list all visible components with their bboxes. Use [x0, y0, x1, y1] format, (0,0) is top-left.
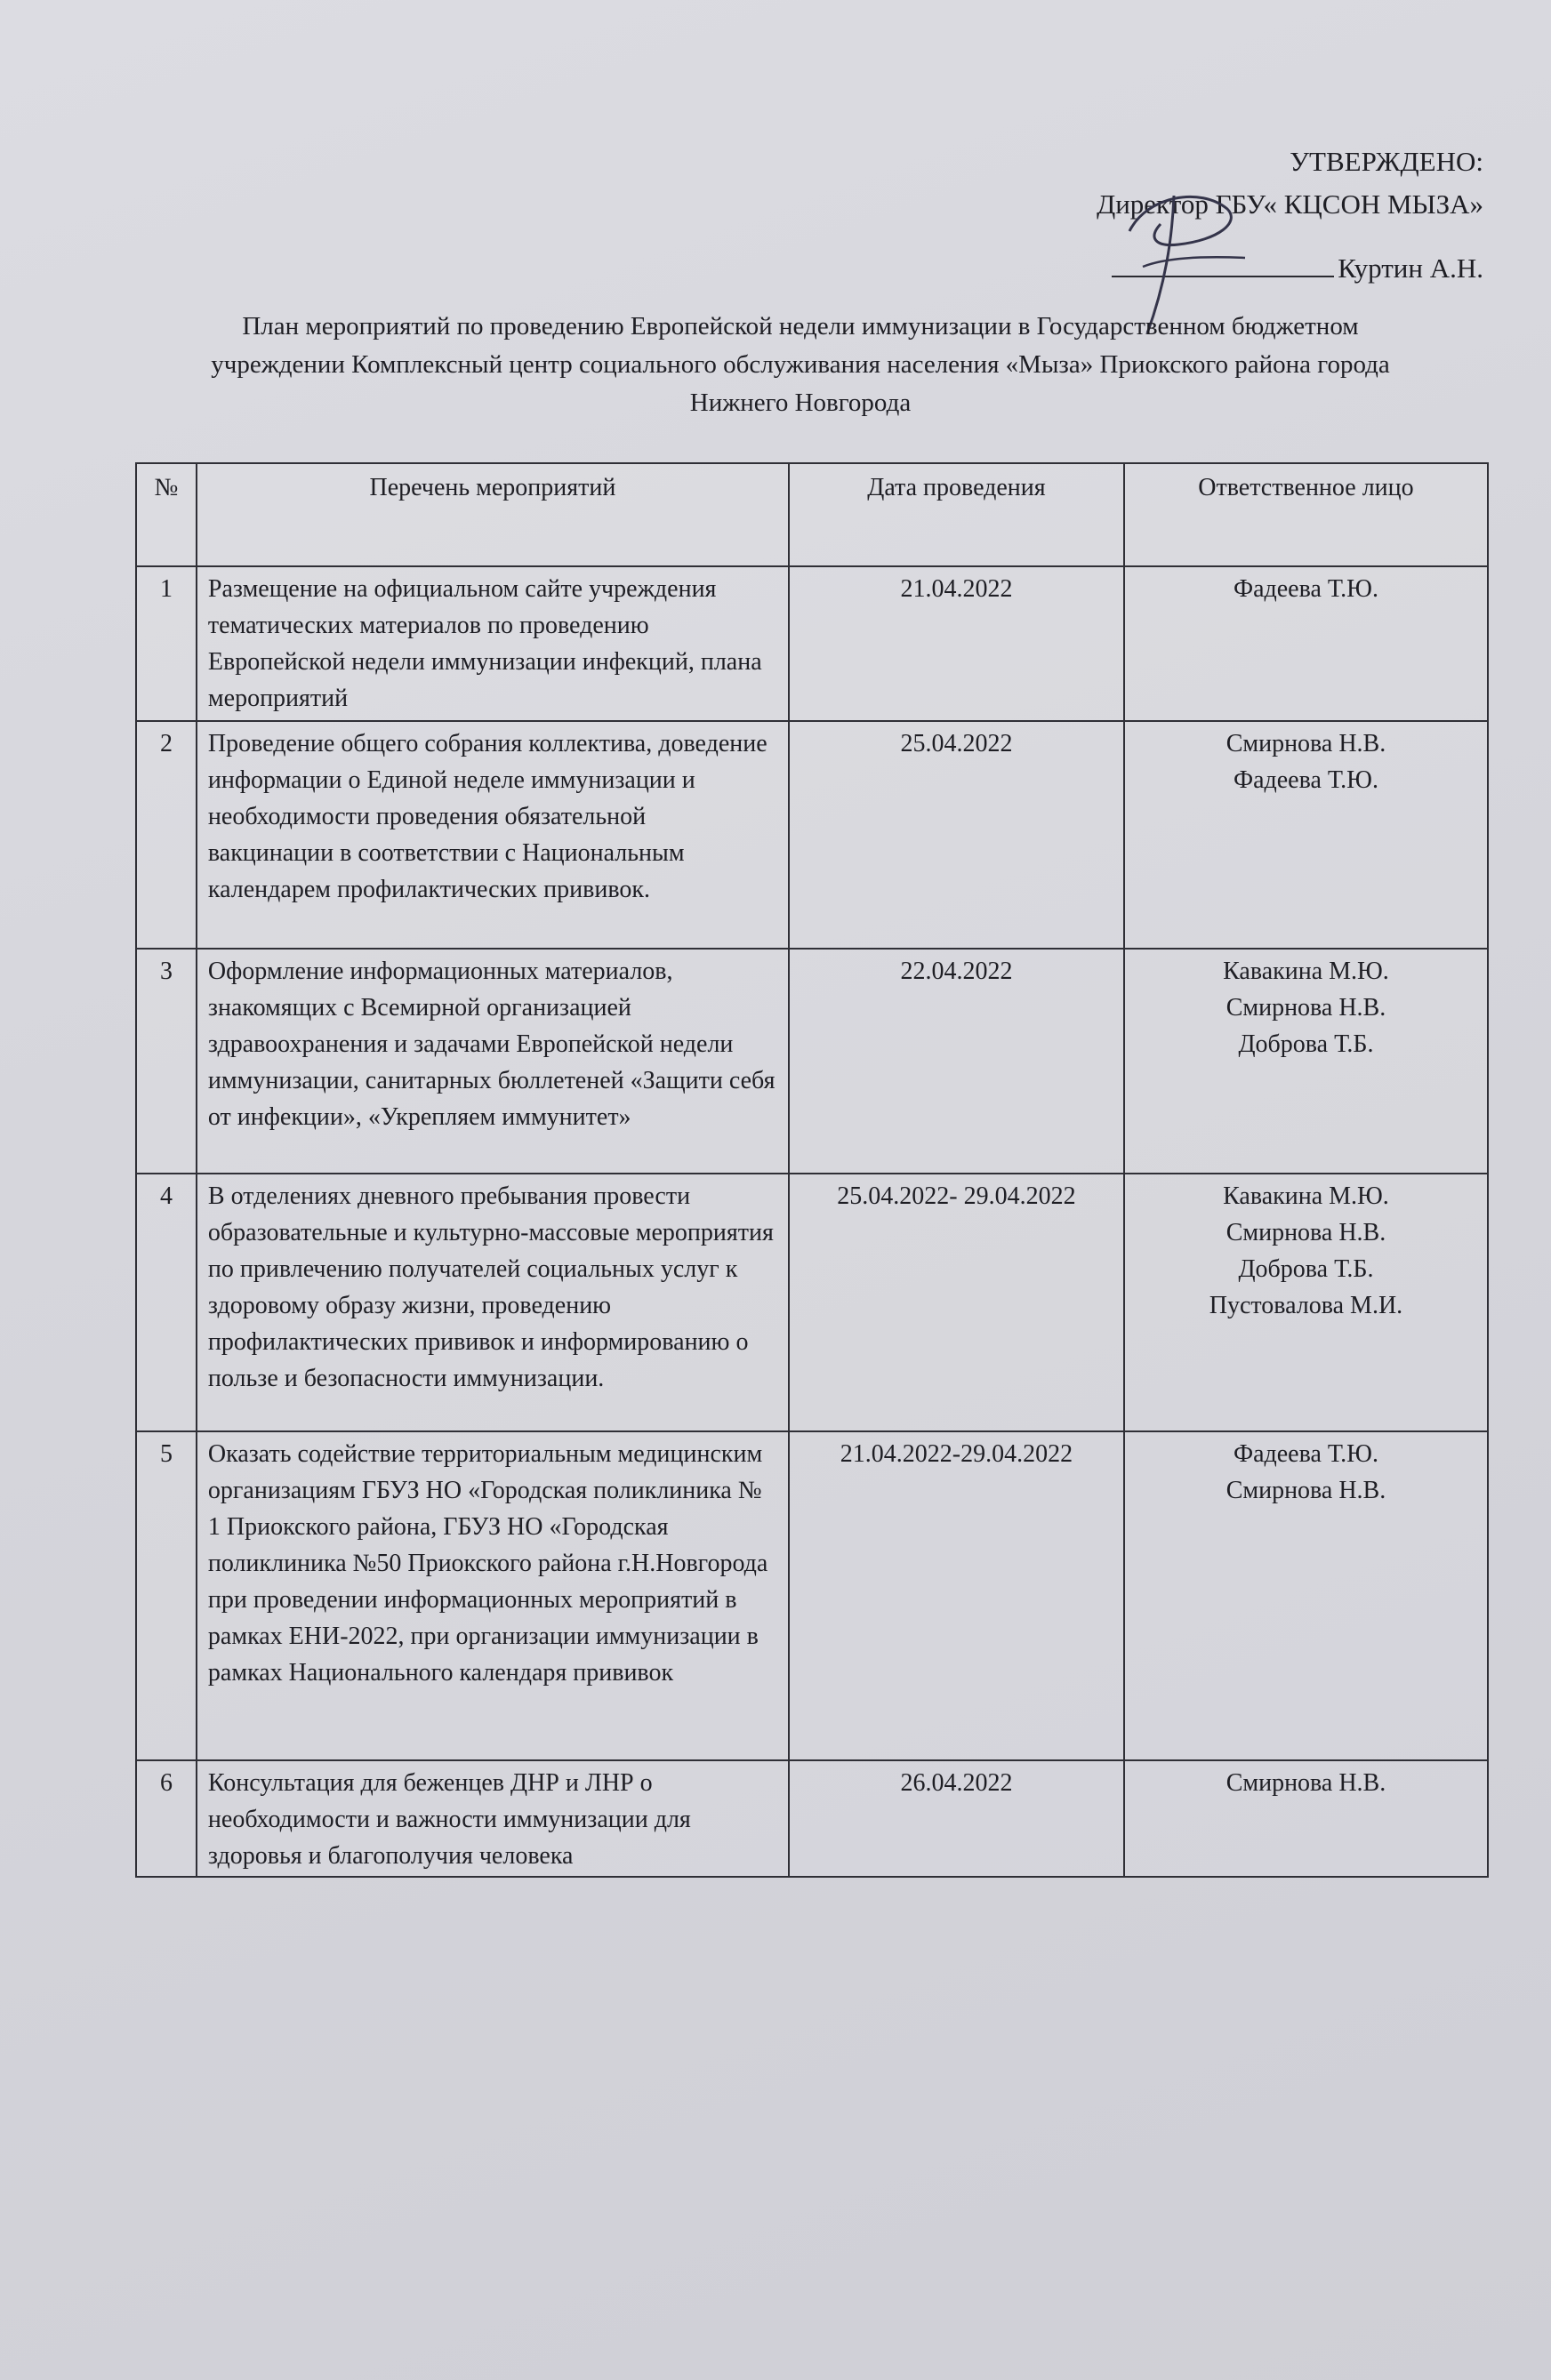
- row-resp: [1124, 1760, 1488, 1877]
- resp-name: Смирнова Н.В.: [1226, 730, 1386, 757]
- approval-position: Директор ГБУ« КЦСОН МЫЗА»: [1097, 188, 1483, 220]
- row-date: 21.04.2022: [789, 566, 1124, 721]
- row-date: 26.04.2022: [789, 1760, 1124, 1877]
- header-num: №: [136, 463, 197, 566]
- table-row: [136, 721, 1488, 949]
- resp-name: Фадеева Т.Ю.: [1233, 575, 1378, 603]
- row-resp: [1124, 1431, 1488, 1760]
- resp-name: Смирнова Н.В.: [1226, 1477, 1386, 1504]
- row-num: 1: [136, 566, 197, 721]
- row-resp: [1124, 721, 1488, 949]
- resp-name: Фадеева Т.Ю.: [1233, 766, 1378, 794]
- row-num: 5: [136, 1431, 197, 1760]
- resp-name: Фадеева Т.Ю.: [1233, 1440, 1378, 1468]
- title-line-2: учреждении Комплексный центр социального обслуживания населения «Мыза» Приокского района города: [211, 350, 1390, 379]
- row-num: 2: [136, 721, 197, 949]
- row-resp: [1124, 1174, 1488, 1431]
- resp-name: Смирнова Н.В.: [1226, 994, 1386, 1022]
- row-resp: [1124, 949, 1488, 1174]
- resp-name: Смирнова Н.В.: [1226, 1769, 1386, 1797]
- table-row: [136, 566, 1488, 721]
- document-title: [116, 308, 1485, 422]
- resp-name: Кавакина М.Ю.: [1223, 958, 1389, 985]
- table-row: [136, 949, 1488, 1174]
- table-row: [136, 1174, 1488, 1431]
- row-date: 25.04.2022: [789, 721, 1124, 949]
- header-resp: Ответственное лицо: [1124, 463, 1488, 566]
- table-header-row: [136, 463, 1488, 566]
- events-table: [135, 462, 1489, 1878]
- row-text: Размещение на официальном сайте учреждения тематических материалов по проведению Европейской недели иммунизации инфекций, плана мероприятий: [197, 566, 789, 721]
- row-date: 22.04.2022: [789, 949, 1124, 1174]
- row-resp: [1124, 566, 1488, 721]
- header-list: Перечень мероприятий: [197, 463, 789, 566]
- row-num: 4: [136, 1174, 197, 1431]
- row-date: 25.04.2022- 29.04.2022: [789, 1174, 1124, 1431]
- row-text: В отделениях дневного пребывания провести образовательные и культурно-массовые мероприятия по привлечению получателей социальных услуг к здоровому образу жизни, проведению профилактических прививок и информированию о пользе и безопасности иммунизации.: [197, 1174, 789, 1431]
- title-line-1: План мероприятий по проведению Европейской недели иммунизации в Государственном бюджетном: [242, 312, 1359, 341]
- row-text: Консультация для беженцев ДНР и ЛНР о необходимости и важности иммунизации для здоровья и благополучия человека: [197, 1760, 789, 1877]
- row-text: Оформление информационных материалов, знакомящих с Всемирной организацией здравоохранения и задачами Европейской недели иммунизации, санитарных бюллетеней «Защити себя от инфекции», «Укрепляем иммунитет»: [197, 949, 789, 1174]
- title-line-3: Нижнего Новгорода: [689, 389, 912, 417]
- resp-name: Кавакина М.Ю.: [1223, 1182, 1389, 1210]
- header-date: Дата проведения: [789, 463, 1124, 566]
- row-text: Проведение общего собрания коллектива, доведение информации о Единой неделе иммунизации и необходимости проведения обязательной вакцинации в соответствии с Национальным календарем профилактических прививок.: [197, 721, 789, 949]
- row-date: 21.04.2022-29.04.2022: [789, 1431, 1124, 1760]
- resp-name: Смирнова Н.В.: [1226, 1219, 1386, 1246]
- row-num: 3: [136, 949, 197, 1174]
- approval-name: Куртин А.Н.: [1338, 252, 1483, 284]
- resp-name: Доброва Т.Б.: [1238, 1255, 1374, 1283]
- approval-heading: УТВЕРЖДЕНО:: [1290, 146, 1483, 177]
- resp-name: Пустовалова М.И.: [1209, 1292, 1403, 1319]
- row-num: 6: [136, 1760, 197, 1877]
- resp-name: Доброва Т.Б.: [1238, 1030, 1374, 1058]
- row-text: Оказать содействие территориальным медицинским организациям ГБУЗ НО «Городская поликлиника № 1 Приокского района, ГБУЗ НО «Городская поликлиника №50 Приокского района г.Н.Новгорода при проведении информационных мероприятий в рамках ЕНИ-2022, при организации иммунизации в рамках Национального календаря прививок: [197, 1431, 789, 1760]
- table-row: [136, 1431, 1488, 1760]
- table-row: [136, 1760, 1488, 1877]
